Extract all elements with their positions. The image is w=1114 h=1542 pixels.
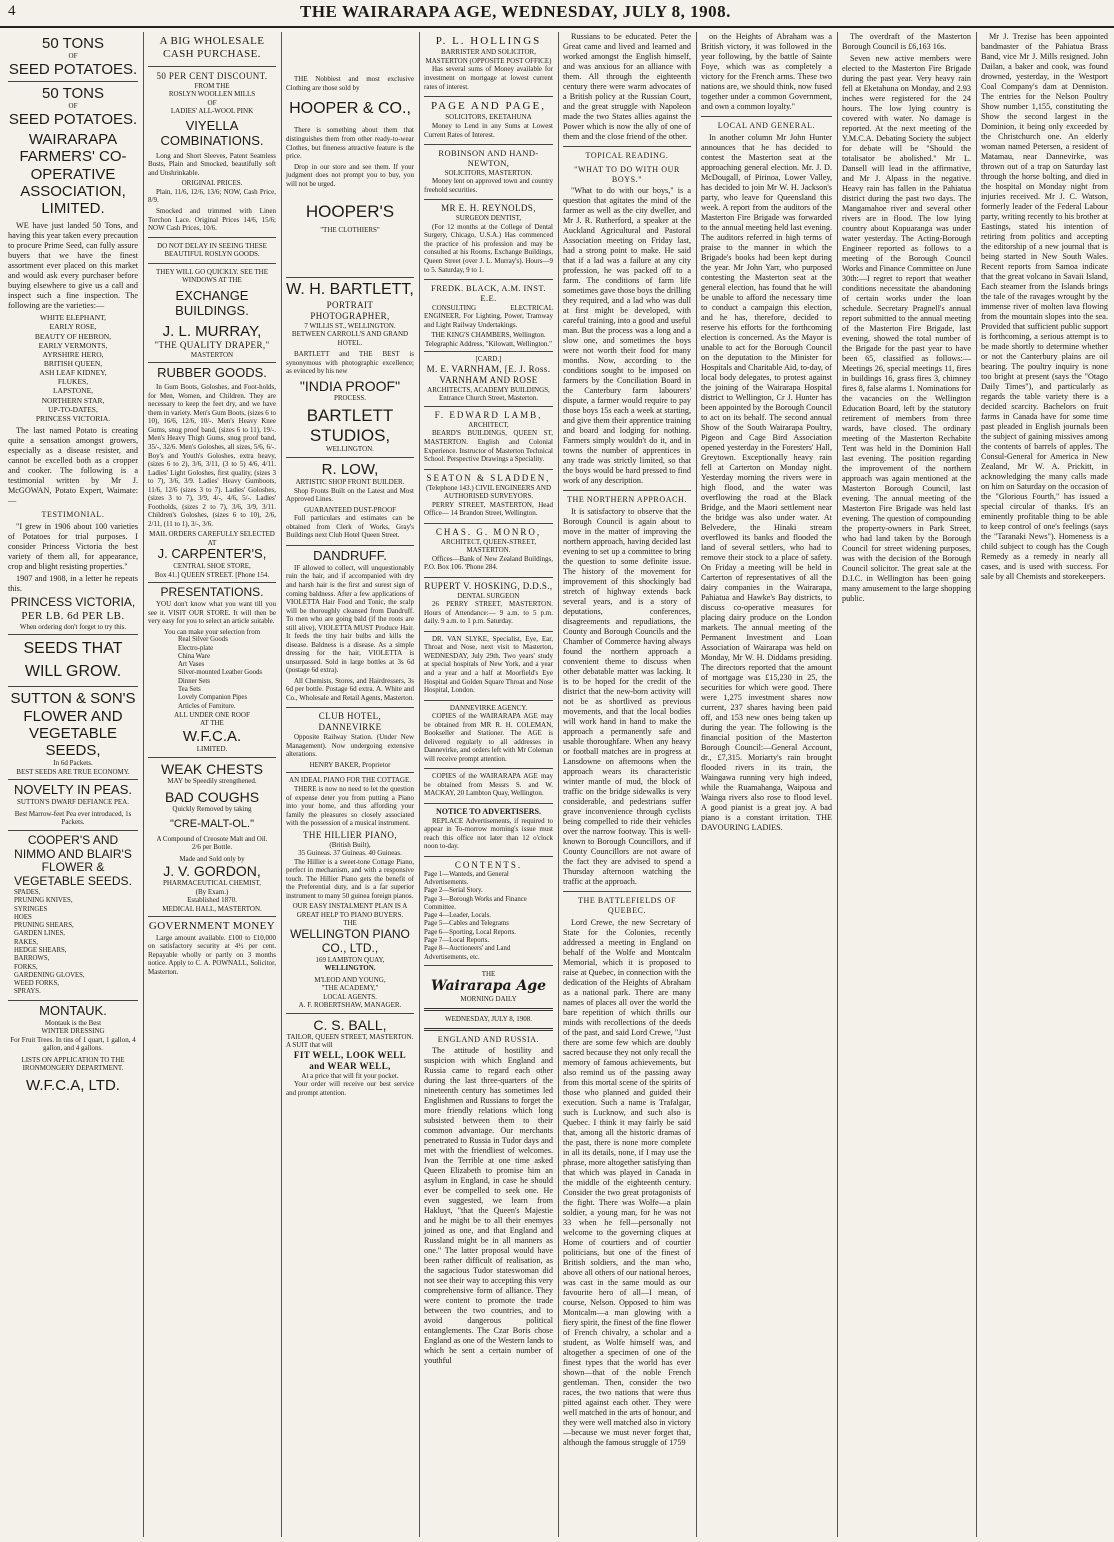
list-item: PRUNING KNIVES, [14,897,73,905]
mleod: M'LEOD AND YOUNG, [314,975,386,984]
wfca-footer: W.F.C.A, LTD. [26,1076,120,1094]
robinson-name: ROBINSON AND HAND-NEWTON, [438,148,539,169]
smocked-price: Smocked and trimmed with Linen Torchon Lace. Original Prices 14/6, 15/6; NOW Cash Prices, 10/6. [148,206,276,233]
presentation-list [148,636,276,711]
article-heading: TOPICAL READING. [585,151,669,160]
article-heading: THE NORTHERN APPROACH. [566,495,688,505]
varnham-sub: ARCHITECTS, ACADEMY BUILDINGS, Entrance Church Street, Masterton. [427,385,550,403]
montauk-heading: MONTAUK. [39,1002,107,1018]
list-item: PRINCESS VICTORIA. [35,413,111,423]
list-item: SPADES, [14,889,41,897]
reynolds-sub: SURGEON DENTIST, [455,214,522,223]
article-heading: THE BATTLEFIELDS OF QUEBEC. [577,896,677,915]
between: BETWEEN CARROLL'S AND GRAND HOTEL. [291,330,409,347]
local-agents: LOCAL AGENTS. [323,992,377,1001]
rubber-ad [148,363,276,583]
hoopers-heading: HOOPER'S [305,202,395,222]
govt-money-ad [148,917,276,981]
bartlett-ad [286,278,414,458]
seaton-ad [424,470,553,524]
list-item: Page 3—Borough Works and Finance Committee. [424,895,527,911]
ad-heading: 50 TONS [42,35,104,52]
list-item: Page 7—Local Reports. [424,937,490,944]
sutton-heading: SUTTON & SON'S FLOWER AND VEGETABLE SEEDS, [10,690,136,760]
monro-name: CHAS. G. MONRO, [435,526,542,537]
list-item: SPRAYS. [14,988,41,996]
dwarf-pea: SUTTON'S DWARF DEFIANCE PEA. [17,798,129,807]
letter-note: 1907 and 1908, in a letter he repeats this. [8,573,138,593]
list-item: BARROWS, [14,955,50,963]
editorial-date: WEDNESDAY, JULY 8, 1908. [445,1014,532,1023]
academy: "THE ACADEMY," [321,984,379,993]
wfca-heading: W.F.C.A. [182,727,242,745]
bad-body: Quickly Removed by taking [172,805,252,814]
quickly-note: THEY WILL GO QUICKLY. SEE THE WINDOWS AT THE [156,267,268,285]
ad-of: OF [68,52,78,61]
compound-note: A Compound of Creosote Malt and Oil. [156,834,268,843]
viyella-heading: VIYELLA COMBINATIONS. [160,117,264,148]
ball-name: C. S. BALL, [313,1016,387,1033]
low-name: R. LOW, [321,461,379,479]
column-2 [143,32,280,1537]
ad-body: Money lent on approved town and country freehold securities. [424,177,553,194]
ad-body: PERRY STREET, MASTERTON, Head Office— 14 Brandon Street, Wellington. [424,500,553,518]
suit: A SUIT that will [286,1041,333,1050]
established: Established 1870. [187,896,237,905]
montauk-line: Montauk is the Best [44,1018,102,1027]
robertshaw: A. F. ROBERTSHAW, MANAGER. [298,1001,402,1010]
hosking-ad [424,578,553,632]
card: [CARD.] [475,355,502,364]
list-item: EARLY VERMONTS, [38,340,108,350]
club-heading: CLUB HOTEL, DANNEVIRKE [318,711,382,733]
cremaltol-ad [148,758,276,918]
ad-body: Opposite Railway Station. (Under New Management). Now undergoing extensive alterations. [286,733,414,759]
notice-ad [424,804,553,857]
murray-name: J. L. MURRAY, [162,322,262,340]
list-item: GARDEN LINES, [14,930,65,938]
testimonial-heading: TESTIMONIAL. [41,510,105,519]
ad-body: BARTLETT and THE BEST is synonymous with photographic excellence; as evinced by his new [286,350,414,376]
list-item: PRUNING SHEARS, [14,922,74,930]
ad-body: Shop Fronts Built on the Latest and Most Approved Lines. [286,486,414,504]
coop-name: WAIRARAPA FARMERS' CO-OPERATIVE ASSOCIATION, LIMITED. [19,131,127,218]
ladies-line: LADIES' ALL-WOOL PINK [170,107,254,116]
ad-body: In Gum Boots, Goloshes, and Foot-holds, for Men, Women, and Children. They are necessary to keep the feet dry, and we have them in variety. Men's Gum Boots, (sizes 6 to 10), 16/6, 12/6, 10/-. Men's Heavy Knee Gums, snug proof band, (sizes 6 to 11), 19/-. Men's Heavy Thigh Gums, snug proof band, 35/-, 32/6. Men's Goloshes, all sizes, 5/6, 6/-. Boy's and Youth's Goloshes, extra heavy, (sizes 6 to 2), 3/6, 3/11, (3 to 5) 4/6, 4/11. Ladies' Light Goloshes, first quality, (sizes 3 to 7), 3/6, 3/9. Ladies' Heavy Gumboots, 11/6, 12/6 (sizes 3 to 7). Ladies' Goloshes, (sizes 3 to 7), 3/9, 4/-, 4/6, 5/-. Ladies' Footholds, (sizes 2 to 7), 3/6, 3/9, 3/11. Children's Goloshes, (sizes 6 to 10), 2/6, 2/11, (11 to 1), 3/-, 3/6. [148,383,276,528]
list-item: Lovely Companion Pipes [178,694,248,702]
peas-ad [8,780,138,831]
ad-body: Your order will receive our best service and prompt attention. [286,1080,414,1097]
ad-heading: CASH PURCHASE. [163,48,261,61]
the: THE [481,969,496,978]
hosking-name: RUPERT V. HOSKING, D.D.S., [424,580,553,591]
guineas: 35 Guineas. 37 Guineas. 40 Guineas. [298,849,402,858]
article-body: Mr J. Trezise has been appointed bandmaster of the Pahiatua Brass Band, vice Mr J. Mills resigned. John Dailan, a baker and cook, was found drowned, yesterday, in the Westport Coal Company's dam at Denniston. The entries for the Nelson Poultry Show number 1,155, constituting the Show the second largest in the Dominion, it being only exceeded by the Christchurch one. An elderly woman named Petersen, a resident of Matamau, near Dannevirke, was thrown out of a trap on Saturday last through the horse bolting, and died in the hospital on Monday night from injuries received. Mr J. C. Watson, formerly leader of the Federal Labour party, writing recently to his brother at Eastings, stated his intention of retiring from politics and accepting the editorship of a new journal that is being started in New South Wales. Recent reports from Samoa indicate that the great volcano in Savaii Island, Each steamer from the Islands brings the tale of the ravages wrought by the immense river of molten lava flowing from the mountain slopes into the sea. Provided that sufficient public support is forthcoming, a serious attempt is to be made shortly to determine whether or not the Canterbury plains are oil bearing. The poultry inquiry is none too bright at present (says the "Otago Daily Times"), and particularly as regards the table variety there is a decided scarcity. Bachelors on fruit farms in Canada have for some time past pleaded in English journals been the subject of gaining missives among the contents of barrels of apples. The Consul-General for America in New Zealand, Mr W. A. Prickitt, in acknowledging the many calls made on him on Saturday on the occasion of the "Glorious Fourth," has issued a special circular of thanks. It's an eminently profitable thing to be able to keep control of one's feelings (says the "Taranaki News"). Homeness is a child subject to cough has the Cough Remedy as a remedy in nearly all cases, and is used with success. For sale by all Chemists and storekeepers. [981,32,1108,581]
montauk-line: WINTER DRESSING [41,1027,105,1036]
hillier-heading: THE HILLIER PIANO, [303,829,397,840]
paper-name: Wairarapa Age [430,978,547,995]
article-body: Lord Crewe, the new Secretary of State for the Colonies, recently addressed a meeting in England on behalf of the Wolfe and Montcalm Memorial, which it is proposed to raise at Quebec, in connection with the dedication of the Heights of Abraham as a national park. There are many names of places all over the world the bare repetition of which thrills our minds with recollections of the deeds of the past, and said Lord Crewe, "Just there are some few which are doubly sacred because they not only recall the memory of famous achievements, but also remind us of the passing away from this mortal scene of the spirits of those who planned and guided their execution. Such a name is Trafalgar, such is Lucknow, and such also is Quebec. I think it may fairly be said that, among all the historic dramas of the past, there is none more complete in all its details, none, if I may use the phrase, more altogether satisfying than that which was played in Canada in the middle of the eighteenth century. Consider the two great protagonists of the fight. There was Wolfe—a plain soldier, a young man, for he was not 33 when he fell—personally not welcome to the governing cliques at Home of courtiers and of courtier politicians, but one of the finest of British soldiers, and the man who, above all others of our national heroes, was cast in the same mould as our favourite hero of all—I mean, of course, Nelson. Opposed to him was Montcalm—a man glowing with a fiery spirit, the finest of the fine flower of French chivalry, a scholar and a student, as Wolfe himself was, and altogether a specimen of one of the finest types that the world has ever shown—that of the noble French gentleman. Then, consider the two races, the two nations that were thus pitted against each other. They were well matched in the arts of honour, and they were well matched also in victory—because we must never forget that, although the famous struggle of 1759 [563,917,691,1447]
page-number: 4 [8,3,16,19]
ad-body: THERE is now no need to let the question of expense deter you from putting a Piano into your home, and thus affording your family the pleasures so closely associated with the possession of a musical instrument. [286,785,414,828]
address: 7 WILLIS ST., WELLINGTON. [304,321,396,330]
seaton-sub: (Telephone 143.) CIVIL ENGINEERS AND AUTHORISED SURVEYORS. [425,483,552,501]
ad-subheading: SEED POTATOES. [8,110,138,128]
seeds-ad [8,635,138,687]
ad-body: There is something about them that distinguishes them from other ready-to-wear Clothes, but fineness attractive feature is the price. [286,126,414,161]
ad-subheading: SEED POTATOES. [8,60,138,78]
varnham-name: M. E. VARNHAM, [E. J. Ross. VARNHAM AND ROSE [426,363,551,385]
exchange-heading: EXCHANGE BUILDINGS. [175,287,249,318]
list-item: EARLY ROSE, [49,322,97,332]
article-body: The attitude of hostility and suspicion with which England and Russia came to regard each other during the last three-quarters of the nineteenth century has sometimes led Englishmen and Russians to forget the more friendly relations which long subsisted between them to their common advantage. Our merchants penetrated to Russia in Tudor days and met with the friendliest of welcomes. Ivan the Terrible at one time asked Queen Elizabeth to promise him an asylum in England, in case he should ever be compelled to seek one. He even suggested, we learn from Hakluyt, "that the Queen's Majestie and he might be to all their enemyes joined as one, and that England and Russland might be in all manners as one." The latter proposal would have been rather difficult of realisation, as the sagacious Tudor stateswoman did not see their way to accepting this very comprehensive form of alliance. They were content to promote the trade between the two countries, and to avoid dangerous political entanglements. The Czar Boris chose England as one of the Western lands to which he sent a certain number of youthful [424,1046,553,1366]
list-item: Electro-plate [178,644,214,652]
store-address: Box 41.] QUEEN STREET. [Phone 154. [154,570,270,579]
wellington: WELLINGTON. [324,964,376,973]
list-item: Page 4—Leader, Locals. [424,912,491,920]
dandruff-ad [286,546,414,708]
list-item: Dinner Sets [178,677,210,685]
telegraphic: Telegraphic Address, "Kilowatt, Wellington." [424,339,552,348]
store-name: CENTRAL SHOE STORE, [173,562,251,571]
editorial-masthead [424,970,553,1031]
ad-heading: 50 TONS [42,85,104,103]
list-item: Page 6—Sporting, Local Reports. [424,928,516,936]
list-item: NORTHERN STAR, [41,395,105,405]
made-note: Made and Sold only by [179,854,245,863]
tools-list [8,889,138,997]
ad-body: THE Nobbiest and most exclusive Clothing are those sold by [286,75,414,92]
seaton-name: SEATON & SLADDEN, [426,472,551,483]
ad-of: OF [68,102,78,111]
ad-body: BEARD'S BUILDINGS, QUEEN ST, MASTERTON. English and Colonial Experience. Instructor of Masterton Technical School. Perspective Drawings a Speciality. [424,429,553,464]
list-item: FORKS, [14,963,38,971]
studios: BARTLETT STUDIOS, [306,406,394,445]
article-body: Russians to be educated. Peter the Great came and lived and learned and worked amongst the English himself, and was anxious for an alliance with them. All through the eighteenth century there were warm advocates of a British policy at the Russian Court, and the great struggle with Napoleon made the two States allies against the Power which is now the ally of one of them and the close friend of the other. [563,32,691,141]
instal: OUR EASY INSTALMENT PLAN IS A GREAT HELP TO PIANO BUYERS. [292,902,408,919]
ad-body: The Hillier is a sweet-tone Cottage Piano, perfect in mechanism, and with a responsive touch. The Hillier Piano gets the benefit of the Preferential duty, and is a far superior instrument to many 50 guinea foreign pianos. [286,857,414,900]
weak-chests: WEAK CHESTS [161,760,263,777]
ad-body: Drop in our store and see them. If your judgment does not prompt you to buy, you will not be urged. [286,162,414,188]
notice-heading: NOTICE TO ADVERTISERS. [435,806,541,816]
list-item: Real Silver Goods [178,636,228,644]
column-7 [837,32,975,1537]
delay-note: DO NOT DELAY IN SEEING THESE BEAUTIFUL ROSLYN GOODS. [157,241,267,259]
hollings-name: P. L. HOLLINGS [435,35,542,47]
viyella-ad [148,32,276,363]
ad-heading: A BIG WHOLESALE [159,35,265,47]
economy-note: BEST SEEDS ARE TRUE ECONOMY. [16,767,130,776]
list-item: Page 8—Auctioneers' and Land Advertisements, etc. [424,945,511,961]
discount-line: 50 PER CENT DISCOUNT. [156,70,268,81]
ad-body: REPLACE Advertisements, if required to appear in To-morrow morning's issue must reach this office not later than 12 o'clock noon to-day. [424,816,553,851]
reynolds-ad [424,200,553,280]
wellington: WELLINGTON. [326,445,374,454]
ad-body: YOU don't know what you want till you see it. VISIT OUR STORE. It will then be very easy for you to select an article suitable. [148,600,276,626]
robinson-ad [424,145,553,200]
article-heading: ENGLAND AND RUSSIA. [437,1034,540,1044]
column-8 [976,32,1112,1537]
list-item: Silver-mounted Leather Goods [178,669,263,677]
hollings-ad [424,32,553,97]
list-item: SYRINGES [14,905,48,913]
testimonial-text: "I grew in 1906 about 100 varieties of Potatoes for trial purposes. I consider Princess Victoria the best variety of them all, for appearance, crop and blight resisting properties." [8,521,138,571]
montauk-line: For Fruit Trees. In tins of 1 quart, 1 gallon, 4 gallon, and 4 gallons. [10,1035,136,1053]
contents-box [424,857,553,966]
kings-chambers: THE KING'S CHAMBERS, Wellington. [431,331,546,340]
list-item: Tea Sets [178,685,201,693]
list-item: HEDGE SHEARS, [14,947,67,955]
page-sub: SOLICITORS, EKETAHUNA [445,113,532,122]
seed-potatoes-ad-2 [8,82,138,635]
page-ad [424,97,553,145]
list-item: UP-TO-DATES, [48,404,98,414]
column-1 [4,32,142,1537]
process: PROCESS. [333,393,367,402]
ad-body: COPIES of the WAIRARAPA AGE may be obtained from MR R. H. COLEMAN, Bookseller and Stationer. The AGE is delivered regularly to all addresses in Dannevirke, and orders left with Mr Coleman will receive prompt attention. [424,712,553,763]
cremaltol-name: "CRE-MALT-OL." [169,817,254,830]
contents-heading: CONTENTS. [454,859,523,870]
marrow-note: Best Marrow-feet Pea ever introduced, 1s Packets. [14,809,132,827]
mail-note: MAIL ORDERS CAREFULLY SELECTED AT [149,530,275,547]
robinson-sub: SOLICITORS, MASTERTON. [444,168,533,177]
fit-well: FIT WELL, LOOK WELL and WEAR WELL, [293,1049,407,1071]
ad-body: The last named Potato is creating quite a sensation amongst growers, especially as a disease resister, and cannot be excelled both as a cropper and cooker. The following is a testimonial written by Mr J. McGOWAN, Potato Expert, Waimate:— [8,426,138,505]
govt-body: Large amount available. £100 to £10,000 on satisfactory security at 4½ per cent. Repayable wholly or partly on 3 months notice. Apply to C. A. POWNALL, Solicitor, Masterton. [148,933,276,976]
location: MASTERTON [190,350,234,359]
ball-ad [286,1014,414,1103]
limited: LIMITED. [196,745,228,754]
list-item: WHITE ELEPHANT, [39,313,107,323]
presentations-heading: PRESENTATIONS. [160,585,264,600]
medical-hall: MEDICAL HALL, MASTERTON. [162,904,262,913]
roslyn-line: ROSLYN WOOLLEN MILLS [168,90,256,99]
quality-tagline: "THE QUALITY DRAPER," [154,339,270,350]
price: 2/6 per Bottle. [191,843,233,852]
rubber-heading: RUBBER GOODS. [157,365,267,381]
low-sub: ARTISTIC SHOP FRONT BUILDER. [295,478,405,487]
column-5 [558,32,695,1537]
hooper-name: HOOPER & CO., [289,100,411,118]
vanslyke-ad [424,632,553,701]
list-item: Art Vases [178,661,205,669]
the: THE [343,919,357,928]
original-prices: ORIGINAL PRICES. [181,179,243,188]
bartlett-name: W. H. BARTLETT, [286,281,414,299]
bad-coughs: BAD COUGHS [164,789,260,806]
ad-body: DR. VAN SLYKE, Specialist, Eye, Ear, Throat and Nose, next visit to Masterton, WEDNESDAY, July 29th. Two years' study at special hospitals of New York, and a year and a year and a half at Moorfield's Eye Hospital and Golden Square Throat and Nose Hospital, London. [424,634,553,695]
morning-daily: MORNING DAILY [460,995,517,1004]
chemist: PHARMACEUTICAL CHEMIST, [162,879,261,888]
piano-ad [286,773,414,1013]
article-body: on the Heights of Abraham was a British victory, it was followed in the year following, by the battle of Sainte Foye, which was as completely a victory for the French arms. These two nations are, we should think, now fused together under a common Government, and own a common loyalty." [701,32,832,111]
contents-list [424,871,553,962]
british: (British Built), [329,840,371,849]
at-the: AT THE [200,719,224,728]
list-item: RAKES, [14,938,38,946]
lamb-ad [424,407,553,470]
list-item: BRITISH QUEEN, [43,359,103,369]
list-item: LAPSTONE, [52,386,94,396]
article-body: "What to do with our boys," is a question that agitates the mind of the farmer as well as the city dweller, and Mr J. R. Rutherford, a speaker at the Auckland Agricultural and Pastoral Association meeting on Friday last, had a strong point to make. He said that if a lad was a failure at any city profession, he was packed off to a farm. The conditions of farm life sometimes gave those boys the drilling they required, and a lad who was dull at first might be developed, with careful training, into a good and useful man. But the process was a long and a slow one, and sometimes the boys were not worth their food for many months. Now, according to the conditions sought to be imposed on farmers by the Conciliation Board in the Canterbury farm labourers' dispute, a farmer would require to pay those boys 15s each a week at starting, and give them their apprentice training and board and lodging for nothing. Farmers simply wouldn't do it, and in towns the number of apprentices in any trade was strictly limited, so that the boys would be hard pressed to find work of any description. [563,186,691,486]
list-item: FLUKES, [57,377,89,387]
hollings-sub: BARRISTER AND SOLICITOR, MASTERTON (OPPOSITE POST OFFICE) [425,48,552,65]
monro-ad [424,524,553,578]
dustproof: GUARANTEED DUST-PROOF [303,505,397,514]
selection-note: You can make your selection from [163,627,261,636]
proprietor: HENRY BAKER, Proprietor [309,760,391,769]
ad-body: Full particulars and estimates can be obtained from Clerk of Works, Gray's Buildings next Club Hotel Queen Street. [286,514,414,540]
reynolds-name: MR E. H. REYNOLDS, [441,203,536,214]
black-name: FREDK. BLACK, A.M. INST. E.E. [431,283,546,304]
gordon-name: J. V. GORDON, [163,863,261,880]
under-roof: ALL UNDER ONE ROOF [174,710,250,719]
montauk-ad [8,1001,138,1097]
hosking-sub: DENTAL SURGEON [457,591,520,600]
lamb-sub: ARCHITECT, [468,420,509,429]
from-line: FROM THE [194,81,230,90]
monro-sub: ARCHITECT, QUEEN-STREET, MASTERTON. [440,537,537,555]
article-body: It is satisfactory to observe that the Borough Council is again about to move in the matter of improving the northern approach, having decided last evening to set up a committee to bring the question to some definite issue. The history of the movement for improvement of this shockingly bad stretch of highway extends back several years, and is a story of deputations, conferences, disagreements and repudiations, the County and Borough Councils and the Chamber of Commerce having always found the northern approach a convenient theme to discuss when other debatable matter was lacking. It is to be hoped for the credit of the district that the new-born activity will not be as shortlived as previous movements, and that the local bodies will work hand in hand to make the approach a permanently safe and usable thoroughfare. When any heavy or football matches are in progress at Lansdowne on afternoons when the approach wears its characteristic winter mantle of mud, the block of traffic on the bridge sidewalks is very considerable, and pedestrians suffer grave inconvenience through cyclists being compelled to ride their vehicles over the narrow footway. This is well-known to Borough Councillors, and if County Councillors are not aware of the fact they are advised to spend a Thursday afternoon watching the traffic at the approach. [563,507,691,886]
ad-body: All Chemists, Stores, and Hairdressers, 3s 6d per bottle. Postage 6d extra. A. White and Co., Wholesale and Retail Agents, Masterton. [286,676,414,702]
carpenter-name: J. CARPENTER'S, [157,546,267,562]
column-3 [281,32,418,1537]
ad-body: IF allowed to collect, will unquestionably ruin the hair, and if accompanied with dry and harsh hair is the first and surest sign of coming baldness. After a few applications of VIOLETTA Hair Food and Tonic, the scalp will be thoroughly cleansed from Dandruff. To men who are going bald (if the roots are still alive), VIOLETTA MUST Produce Hair. It feeds the tiny hair bulbs and kills the disease. Baldness is a disease. As a simple dressing for the hair, VIOLETTA is unsurpassed. Sold in large bottles at 3s 6d (postage 6d extra). [286,563,414,675]
list-item: Page 5—Cables and Telegrams [424,920,509,928]
ad-body: Offices—Bank of New Zealand Buildings, P.O. Box 106. 'Phone 284. [424,554,553,572]
list-item: Page 2—Serial Story. [424,887,483,895]
weak-body: MAY be Speedily strengthened. [167,776,257,785]
ad-body: CONSULTING ELECTRICAL ENGINEER, For Lighting, Power, Tramway and Light Railway Undertakings. [424,303,553,329]
list-item: GARDENING GLOVES, [14,971,85,979]
article-heading: LOCAL AND GENERAL. [717,121,816,130]
list-item: Page 1—Wanteds, and General Advertisements. [424,870,509,887]
masthead [0,0,1114,28]
list-item: BEAUTY OF HEBRON, [34,331,112,341]
govt-heading: GOVERNMENT MONEY [148,920,276,933]
ad-body: WE have just landed 50 Tons, and having this year taken every precaution to procure Prime Seed, can fully assure buyers that we have the finest assortment ever placed on this market and would ask every purchaser before buying elsewhere to give us a call and inspect such a fine inspection. The following are the varieties:— [8,221,138,311]
copies-ad [424,769,553,804]
tailor: TAILOR, QUEEN STREET, MASTERTON. [286,1032,414,1041]
list-item: WEED FORKS, [14,980,59,988]
newspaper-title: THE WAIRARAPA AGE, WEDNESDAY, JULY 8, 1908. [300,2,731,21]
sutton-ad [8,687,138,780]
ad-body: Long and Short Sleeves, Patent Seamless Busts, Plain and Smocked, beautifully soft and Unshrinkable. [148,151,276,177]
low-ad [286,458,414,546]
plain-price: Plain, 11/6, 12/6, 13/6; NOW, Cash Price, 8/9. [148,187,276,205]
wpc-name: WELLINGTON PIANO CO., LTD., [290,926,410,955]
lamb-name: F. EDWARD LAMB, [434,409,543,420]
list-item: Articles of Furniture. [178,702,236,710]
price-line: PER LB. 6d PER LB. [21,609,125,622]
novelty-heading: NOVELTY IN PEAS. [13,782,132,798]
lambton: 169 LAMBTON QUAY, [315,955,385,964]
fit-price: At a price that will fit your pocket. [301,1071,399,1080]
article-subheading: "WHAT TO DO WITH OUR BOYS." [574,164,680,184]
variety-list [8,313,138,423]
seed-potatoes-ad [8,32,138,82]
dannevirke-heading: DANNEVIRKE AGENCY. [449,703,528,712]
presentations-ad [148,583,276,757]
article-body: The overdraft of the Masterton Borough Council is £6,163 16s. [842,32,971,51]
page-name: PAGE AND PAGE, [431,100,546,113]
ad-body: COPIES of the WAIRARAPA AGE may be obtained from Messrs S. and W. MACKAY, 20 Lambton Quay, Wellington. [424,772,553,798]
article-body: Seven new active members were elected to the Masterton Fire Brigade during the past year. Very heavy rain fell at Eketahuna on Monday, and 2.93 inches were registered for the 24 hours. The low lying country is covered with water. No damage is reported. At the next meeting of the Y.M.C.A. Debating Society the subject for debate will be "Should the totalisator be abolished." Mr L. Dansell will lead in the affirmative, and Mr J. Alpass in the negative. Heavy rain has fallen in the Pahiatua district during the past two days. The Mangamahoe river and several other rivers are in flood. The low lying country about Kopuaranga was under water yesterday. The Acting-Borough Engineer reported as follows to a meeting of the Borough Council Works and Finance Committee on June 30th:—I regret to report that weather conditions necessitate the abandoning of certain works under the loan schedule. Secretary Pragnell's annual report submitted to the annual meeting of the Masterton Fire Brigade, last evening, showed the total number of the Brigade for the past year to have been 65, classified as follows:—Meetings 26, special meetings 11, fires in buildings 16, grass fires 3, chimney fires 8, false alarms 1. Nominations for the vacancies on the Wellington Education Board, left by the statutory retirement of members from three wards, have closed. The ordinary meeting of the Masterton Rechabite Tent was held in the Dominion Hall last evening. The position regarding the improvement of the northern approach was again mentioned at the Masterton Borough Council, last evening. The annual meeting of the Masterton Fire Brigade was held last evening. The question of compounding the property-owners in Park Street, who had land taken by the Borough Council for street widening purposes, was with the decision of the Borough Council solicitor. The great sale at the D.I.C. in Wellington has been going many amusement to the large shopping public. [842,54,971,603]
dandruff-heading: DANDRUFF. [313,547,387,563]
cooper-heading: COOPER'S AND NIMMO AND BLAIR'S FLOWER & VEGETABLE SEEDS. [14,832,132,889]
club-hotel-ad [286,708,414,773]
list-item: HOES [14,913,32,921]
india-proof: "INDIA PROOF" [299,377,401,394]
list-item: ASH LEAF KIDNEY, [39,368,107,378]
column-6 [696,32,836,1537]
exam: (By Exam.) [195,887,229,896]
list-item: China Ware [178,652,210,660]
order-note: When ordering don't forget to try this. [19,622,127,631]
portrait-line: PORTRAIT PHOTOGRAPHER, [310,299,390,321]
varnham-ad [424,352,553,407]
packets-note: In 6d Packets. [53,759,93,768]
ad-body: Money to Lend in any Sums at Lowest Current Rates of Interest. [424,122,553,139]
hooper-ad [286,32,414,278]
ad-body: (For 12 months at the College of Dental Surgery, Chicago, U.S.A.) Has commenced the practice of his profession and may be consulted at his Rooms, Exchange Buildings, Queen Street (over J. L. Murray's). Hours—9 to 5. Saturday, 9 to 1. [424,222,553,274]
ad-body: 26 PERRY STREET, MASTERTON. Hours of Attendance:— 9 a.m. to 5 p.m. daily. 9 a.m. to 1 p.m. Saturday. [424,600,553,626]
ad-body: Has several sums of Money available for investment on mortgage at lowest current rates of interest. [424,65,553,91]
dannevirke-ad [424,701,553,770]
list-item: AYRSHIRE HERO, [42,349,104,359]
princess-victoria: PRINCESS VICTORIA, [10,594,136,609]
of-line: OF [207,98,217,107]
article-body: In another column Mr John Hunter announces that he has decided to contest the Masterton seat at the approaching general election. Mr. J. D. McDougall, of Pirinoa, Lower Valley, has decided to join Mr W. H. Jackson's party, who leave for Queensland this week. A report from the auditors of the Masterton Fire Brigade was forwarded to the annual meeting held last evening. The auditors referred in high terms of praise to the manner in which the Brigade's books had been kept during the year. Mr John Yarr, who purposed contesting the Masterton seat at the general election, has found that he will be unable to afford the necessary time to conduct a campaign this election, and he has, therefore, decided to reserve his efforts for the forthcoming election is concerned. As the Mayor is unable to act for the Borough Council on the deputation to the Minister for Hospitals and Charitable Aid, to-day, of local body delegates, to protest against the joining of the Wairarapa Hospital district to Wellington, Cr J. Hunter has been appointed by the Borough Council to act on its behalf. The second annual Show of the South Wairarapa Poultry, Pigeon and Cage Bird Association opened yesterday in the Foresters' Hall, Greytown. Exceptionally heavy rain fell at Carterton on Monday night. Yesterday morning the rivers were in high flood, and the water was overflowing the road at the Black Bridge, and the Maori settlement near the bridge was also under water. At Belvedere, the Hinaki stream overflowed its banks and flooded the land of several settlers, who had to remove their stock to a place of safety. On Friday a meeting will be held in Carterton of representatives of all the dairy companies in the Wairarapa, Pahiatua and Hawke's Bay districts, to discuss co-operative measures for placing dairy produce on the London markets. The annual meeting of the Permanent Investment and Loan Association of Wairarapa was held on Monday, Mr W. H. Diddams presiding. The directors reported that the amount of mortgage was £15,230 in 25, the securities for which were good. There were 1,275 investment shares now current, 237 shares having been paid off, and 153 new ones being taken up during the year. The following is the financial position of the Masterton Borough Council:—General Account, dr., £7,315. Moriarty's rain brought flooded rivers in its train, the Waingawa running very high indeed, while the Ruamahanga, Waipoua and Wainga rivers also rose to flood level. A good pianist is a great joy. A bad piano is a constant irritation. THE DAVOURING LADIES. [701,132,832,832]
clothiers: "THE CLOTHIERS" [320,225,380,234]
black-ad [424,280,553,352]
cooper-ad [8,831,138,1001]
lists-note: LISTS ON APPLICATION TO THE IRONMONGERY DEPARTMENT. [21,1055,125,1073]
seeds-heading: SEEDS THAT WILL GROW. [23,640,123,680]
column-4 [419,32,557,1537]
ideal-heading: AN IDEAL PIANO FOR THE COTTAGE. [289,776,411,785]
